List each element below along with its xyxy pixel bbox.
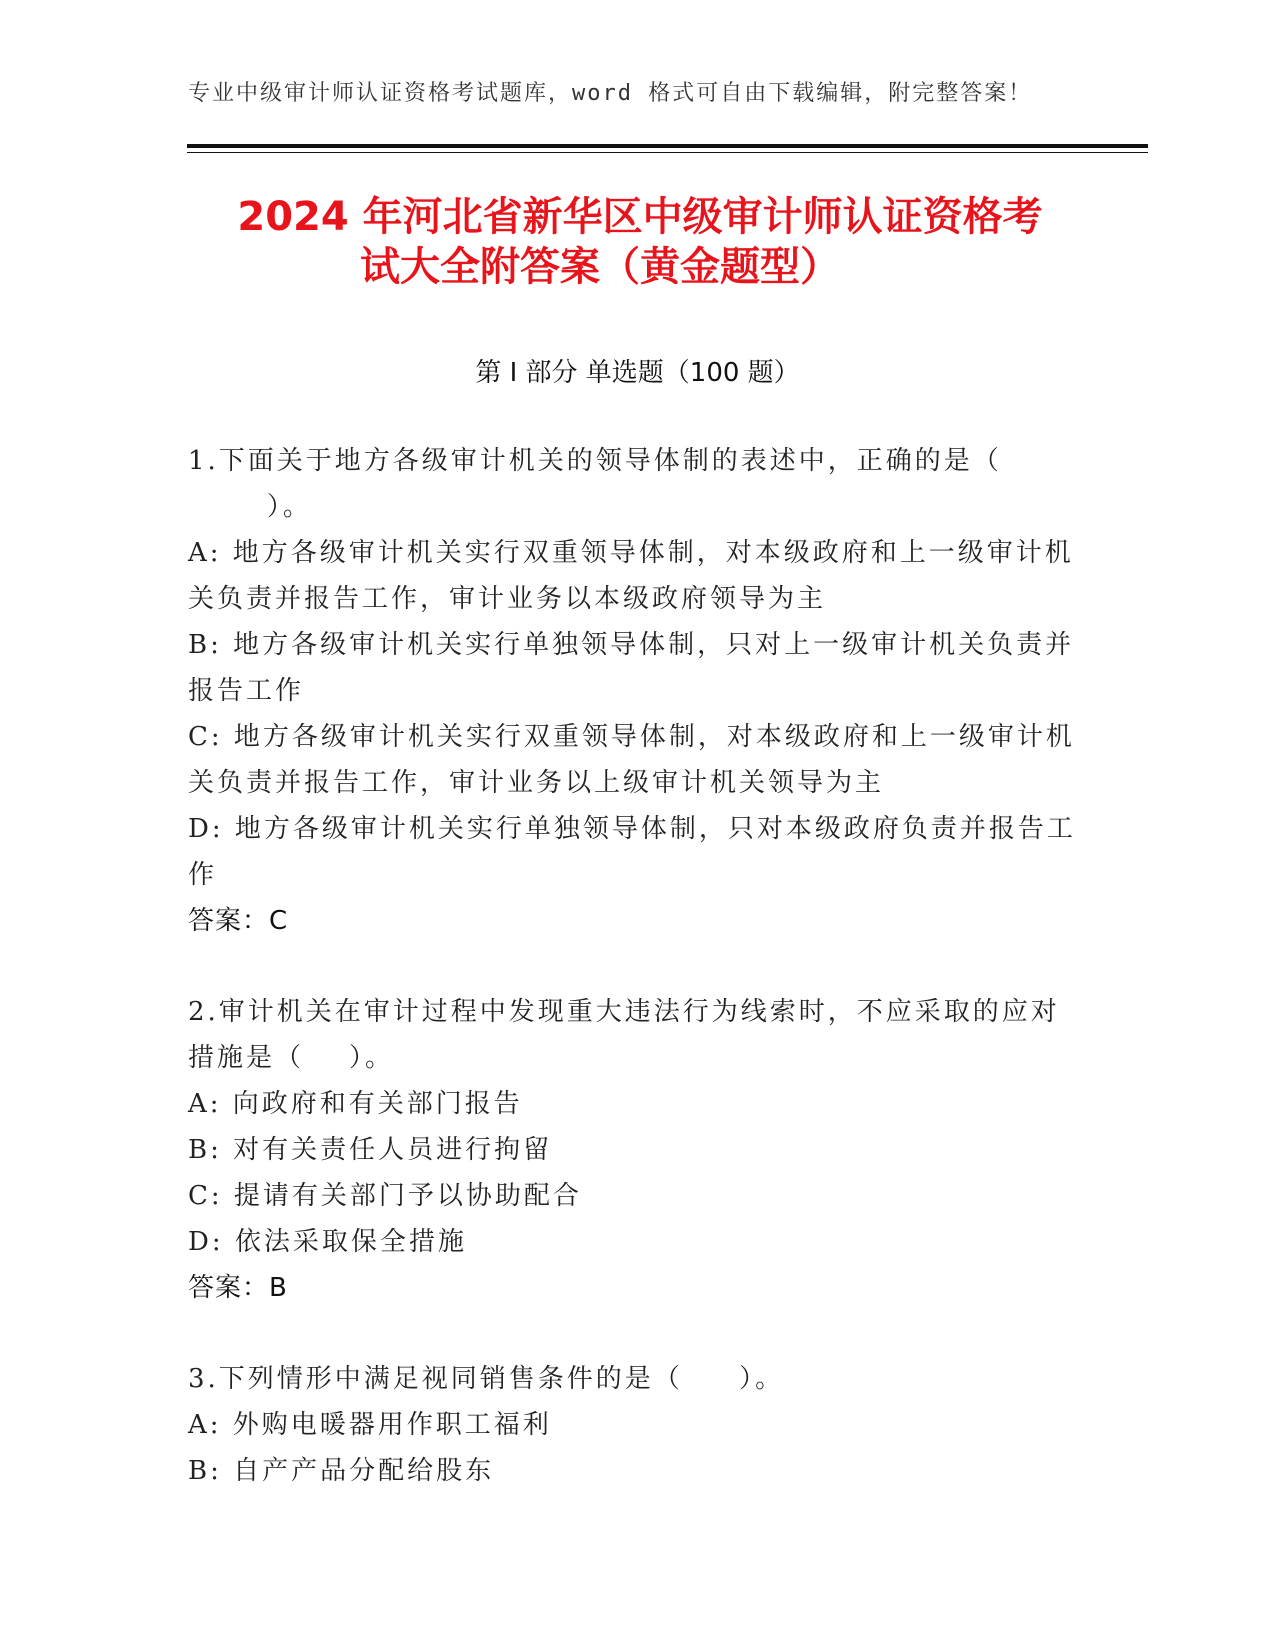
header-note: 专业中级审计师认证资格考试题库，word 格式可自由下载编辑，附完整答案！ (188, 81, 1033, 106)
document-title (160, 192, 1120, 292)
header-rule-thick (187, 144, 1148, 148)
question-spacer (188, 944, 1068, 989)
question-list (188, 438, 1076, 1494)
section-heading: 第 I 部分 单选题（100 题） (475, 358, 800, 388)
option-a-line: 关负责并报告工作，审计业务以本级政府领导为主 (188, 584, 827, 614)
question-stem-line: 2.审计机关在审计过程中发现重大违法行为线索时，不应采取的应对 (188, 997, 1060, 1027)
option-b-line: B: 自产产品分配给股东 (188, 1456, 495, 1486)
question-stem-line: 1.下面关于地方各级审计机关的领导体制的表述中，正确的是（ (188, 446, 1002, 476)
option-d-line: D: 依法采取保全措施 (188, 1227, 467, 1257)
question-1 (188, 438, 1076, 944)
answer-label: 答案：B (188, 1273, 288, 1303)
option-c-line: C: 地方各级审计机关实行双重领导体制，对本级政府和上一级审计机 (188, 722, 1075, 752)
header-rule-thin (187, 152, 1148, 153)
option-a-line: A: 向政府和有关部门报告 (188, 1089, 523, 1119)
option-c-line: 关负责并报告工作，审计业务以上级审计机关领导为主 (188, 768, 885, 798)
question-stem-line: ）。 (188, 492, 312, 522)
title-line-1: 2024 年河北省新华区中级审计师认证资格考 (237, 194, 1043, 240)
question-stem-line: 3.下列情形中满足视同销售条件的是（ ）。 (188, 1364, 785, 1394)
answer-label: 答案：C (188, 906, 289, 936)
option-d-line: D: 地方各级审计机关实行单独领导体制，只对本级政府负责并报告工 (188, 814, 1076, 844)
option-b-line: 报告工作 (188, 676, 305, 706)
question-3 (188, 1356, 1068, 1494)
question-spacer (188, 1311, 1068, 1356)
option-a-line: A: 外购电暖器用作职工福利 (188, 1410, 552, 1440)
option-d-line: 作 (188, 860, 218, 890)
question-stem-line: 措施是（ ）。 (188, 1043, 395, 1073)
option-b-line: B: 地方各级审计机关实行单独领导体制，只对上一级审计机关负责并 (188, 630, 1075, 660)
option-a-line: A: 地方各级审计机关实行双重领导体制，对本级政府和上一级审计机 (188, 538, 1074, 568)
option-b-line: B: 对有关责任人员进行拘留 (188, 1135, 553, 1165)
option-c-line: C: 提请有关部门予以协助配合 (188, 1181, 582, 1211)
title-line-2: 试大全附答案（黄金题型） (360, 244, 840, 290)
question-2 (188, 989, 1068, 1311)
